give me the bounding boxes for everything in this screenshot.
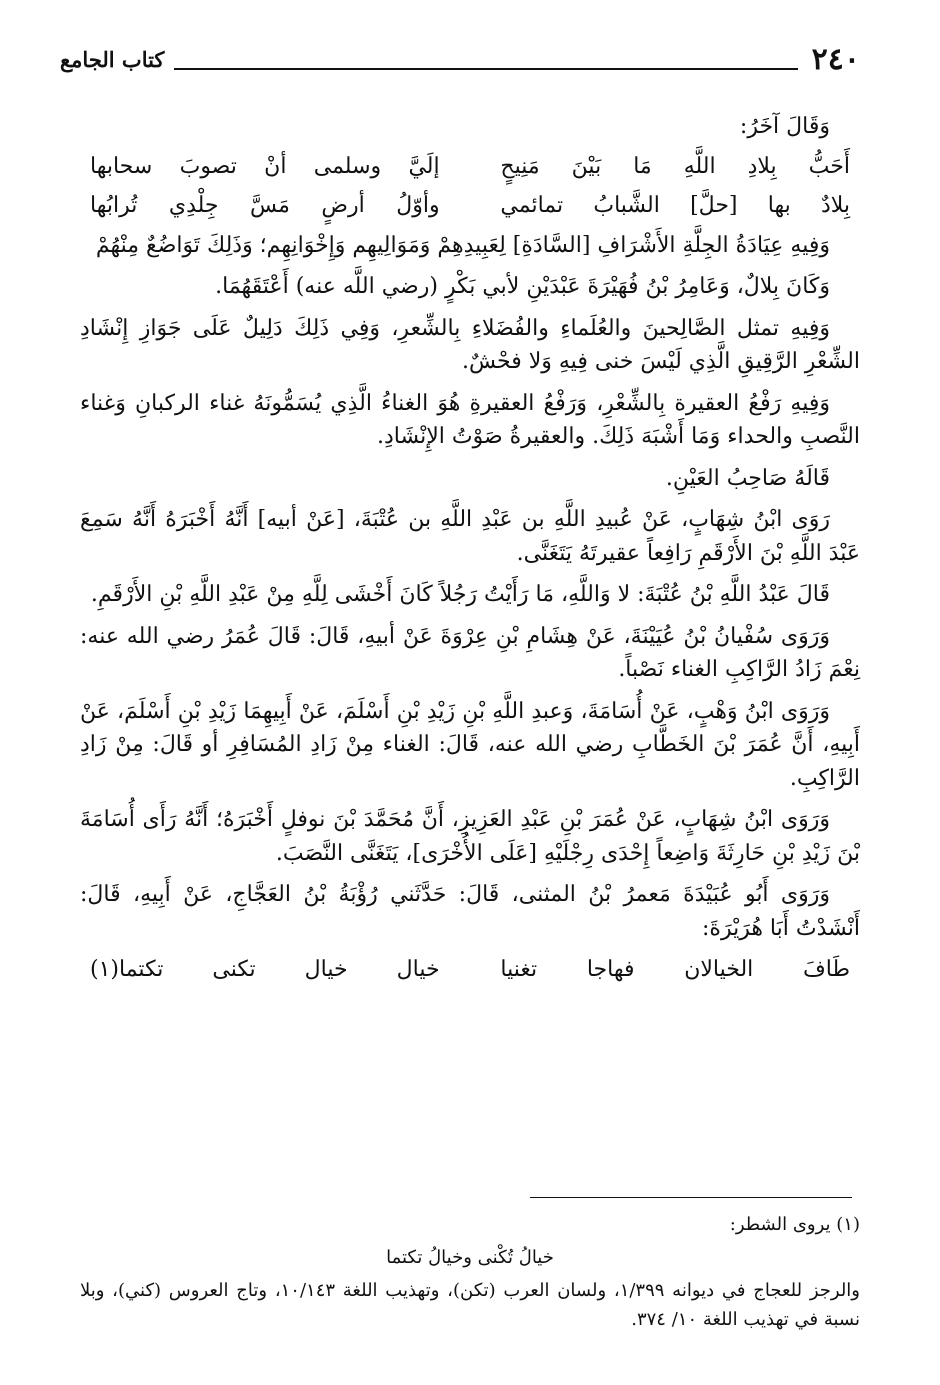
paragraph: وَكَانَ بِلالٌ، وَعَامِرُ بْنُ فُهَيْرَةَ عَبْدَيْنِ لأبي بَكْرٍ (رضي اللَّه عنه) أَعْتَقَهُمَا.: [215, 274, 830, 299]
footnotes: [80, 1210, 860, 1334]
paragraph: وَرَوَى سُفْيانُ بْنُ عُيَيْنَةَ، عَنْ هِشَامِ بْنِ عِرْوَةَ عَنْ أبيهِ، قَالَ: قَالَ عُمَرُ رضي الله عنه: نِعْمَ زَادُ الرَّاكِبِ الغناء نَصْباً.: [80, 623, 860, 682]
paragraph: وَفِيهِ تمثل الصَّالِحينَ والعُلَماءِ والفُضَلاءِ بِالشِّعرِ، وَفِي ذَلِكَ دَلِيلٌ عَلَى جَوَازِ إِنْشَادِ الشِّعْرِ الرَّقِيقِ الَّذِي لَيْسَ خنى فِيهِ وَلا فحْشٌ.: [80, 315, 860, 374]
paragraph: قَالَ عَبْدُ اللَّهِ بْنُ عُتْبَةَ: لا وَاللَّهِ، مَا رَأَيْتُ رَجُلاً كَانَ أَخْشَى لِلَّهِ مِنْ عَبْدِ اللَّهِ بْنِ الأَرْقَمِ.: [90, 582, 830, 607]
footnote-verse: خيالُ تُكْنى وخيالُ تكتما: [386, 1247, 554, 1268]
running-header: [60, 42, 860, 78]
verse-line-3: [80, 953, 860, 987]
verse-1-left: إلَيَّ وسلمى أنْ تصوبَ سحابها: [90, 153, 440, 179]
paragraph: وَرَوَى ابْنُ وَهْبٍ، عَنْ أُسَامَةَ، وَعبدِ اللَّهِ بْنِ زَيْدِ بْنِ أَسْلَمَ، عَنْ أَبِيهِمَا زَيْدِ بْنِ أَسْلَمَ، عَنْ أَبِيهِ، أَنَّ عُمَرَ بْنَ الخَطَّابِ رضي الله عنه، قَالَ: الغناء مِنْ زَادِ المُسَافِرِ أو قَالَ: مِنْ زَادِ الرَّاكِبِ.: [80, 698, 860, 791]
page-number: ٢٤٠: [811, 42, 860, 77]
footnote-1-text: والرجز للعجاج في ديوانه ١/٣٩٩، ولسان العرب (تكن)، وتهذيب اللغة ١٠/١٤٣، وتاج العروس (كني)، وبلا نسبة في تهذيب اللغة ١٠/ ٣٧٤.: [80, 1280, 860, 1330]
verse-3-right: طَافَ الخيالان فهاجا تغنيا: [500, 957, 850, 982]
paragraph: وَفِيهِ رَفْعُ العقيرة بِالشِّعْرِ، وَرَفْعُ العقيرةِ هُوَ الغناءُ الَّذِي يُسَمُّونَهُ غناء الركبانِ وَغناء النَّصبِ والحداء وَمَا أَشْبَهَ ذَلِكَ. والعقيرةُ صَوْتُ الإِنْشَادِ.: [80, 390, 860, 449]
verse-2-right: بِلادٌ بها [حلَّ] الشَّبابُ تمائمي: [500, 193, 850, 218]
verse-1-right: أَحَبُّ بِلادِ اللَّهِ مَا بَيْنَ مَنِيحٍ: [500, 153, 850, 179]
book-title: كتاب الجامع: [60, 47, 165, 72]
main-text: [80, 110, 860, 993]
verse-2-left: وأوّلُ أرضٍ مَسَّ جِلْدِي تُرابُها: [90, 193, 440, 218]
header-rule: [174, 68, 797, 70]
verse-line-2: [80, 189, 860, 223]
intro-line: وَقَالَ آخَرُ:: [739, 114, 830, 139]
paragraph: رَوَى ابْنُ شِهَابٍ، عَنْ عُبيدِ اللَّهِ بن عَبْدِ اللَّهِ بن عُتْبَةَ، [عَنْ أبيه] أَنَّهُ أَخْبَرَهُ أَنَّهُ سَمِعَ عَبْدَ اللَّهِ بْنَ الأَرْقَمِ رَافِعاً عقيرتَهُ يَتَغَنَّى.: [80, 507, 860, 566]
footnote-rule: [530, 1197, 852, 1198]
verse-3-left: خيال خيال تكنى تكتما(١): [90, 957, 440, 982]
paragraph: وَفِيهِ عِيَادَةُ الجِلَّةِ الأَشْرَافِ [السَّادَةِ] لِعَبِيدِهِمْ وَمَوَالِيهِم وَإِخْوَانِهِم؛ وَذَلِكَ تَوَاضُعٌ مِنْهُمْ: [95, 232, 830, 258]
paragraph: قَالَهُ صَاحِبُ العَيْنِ.: [665, 465, 830, 491]
paragraph: وَرَوَى أَبُو عُبَيْدَةَ مَعمرُ بْنُ المثنى، قَالَ: حَدَّثَني رُؤْبَةُ بْنُ العَجَّاجِ، عَنْ أَبِيهِ، قَالَ: أَنْشَدْتُ أَبَا هُرَيْرَةَ:: [80, 882, 860, 941]
verse-line-1: [80, 150, 860, 184]
footnote-1-intro: (١) يروى الشطر:: [729, 1214, 860, 1235]
paragraph: وَرَوَى ابْنُ شِهَابٍ، عَنْ عُمَرَ بْنِ عَبْدِ العَزِيزِ، أَنَّ مُحَمَّدَ بْنَ نوفلٍ أَخْبَرَهُ؛ أَنَّهُ رَأَى أُسَامَةَ بْنَ زَيْدِ بْنِ حَارِثَةَ وَاضِعاً إِحْدَى رِجْلَيْهِ [عَلَى الأُخْرَى]، يَتَغَنَّى النَّصَبَ.: [80, 807, 860, 866]
